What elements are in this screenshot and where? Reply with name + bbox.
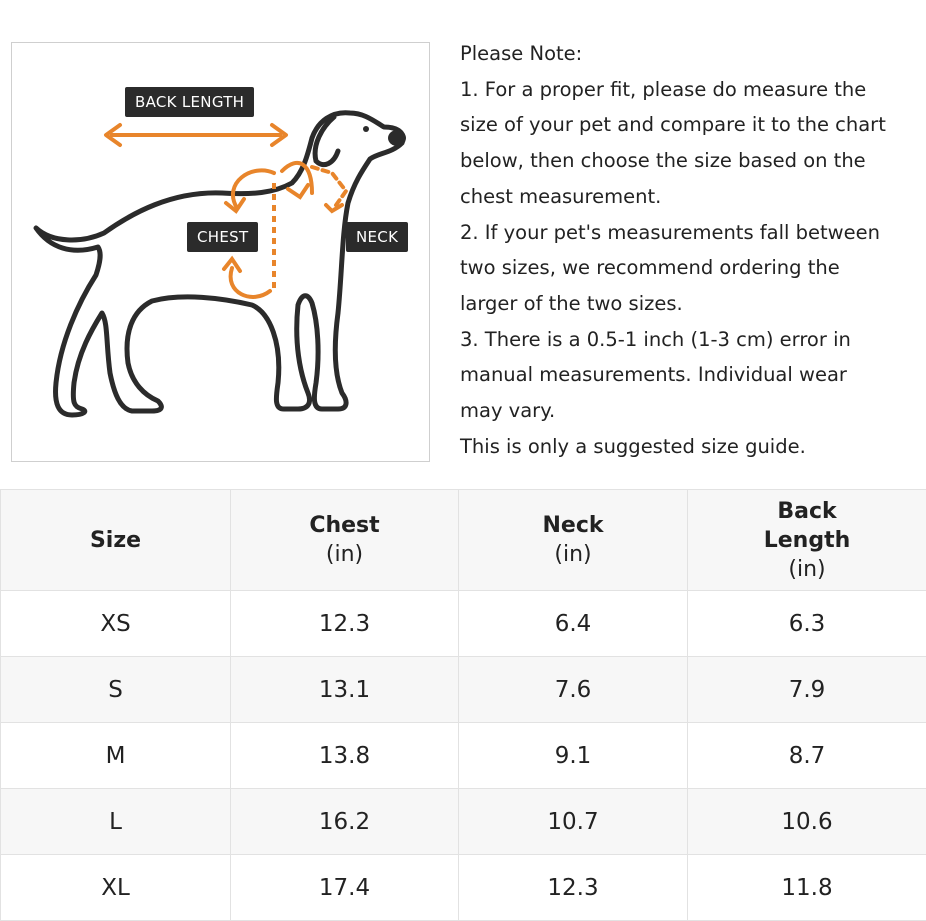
note-item: 1. For a proper fit, please do measure the size of your pet and compare it to the chart below, then choose the size based on the chest measurement. <box>460 72 922 215</box>
chest-cell: 13.8 <box>231 723 459 789</box>
size-cell: L <box>1 789 231 855</box>
column-header: Size <box>1 490 231 591</box>
back-length-cell: 7.9 <box>688 657 926 723</box>
neck-cell: 7.6 <box>459 657 688 723</box>
neck-label: NECK <box>346 222 408 252</box>
table-row <box>1 723 926 789</box>
neck-cell: 9.1 <box>459 723 688 789</box>
size-cell: M <box>1 723 231 789</box>
note-item: 3. There is a 0.5-1 inch (1-3 cm) error in manual measurements. Individual wear may vary. <box>460 322 922 429</box>
size-chart-table <box>0 489 926 921</box>
back-length-cell: 10.6 <box>688 789 926 855</box>
table-row <box>1 855 926 921</box>
note-footer: This is only a suggested size guide. <box>460 429 922 465</box>
chest-label: CHEST <box>187 222 258 252</box>
table-header-row <box>1 490 926 591</box>
size-cell: S <box>1 657 231 723</box>
neck-cell: 12.3 <box>459 855 688 921</box>
column-header: Back Length (in) <box>688 490 926 591</box>
note-heading: Please Note: <box>460 36 922 72</box>
back-length-cell: 11.8 <box>688 855 926 921</box>
measurement-diagram <box>11 42 430 462</box>
dog-outline-icon <box>36 113 403 415</box>
chest-cell: 16.2 <box>231 789 459 855</box>
column-header: Chest (in) <box>231 490 459 591</box>
size-cell: XS <box>1 591 231 657</box>
neck-cell: 6.4 <box>459 591 688 657</box>
back-length-cell: 6.3 <box>688 591 926 657</box>
table-row <box>1 591 926 657</box>
chest-cell: 17.4 <box>231 855 459 921</box>
sizing-note <box>460 36 922 464</box>
note-item: 2. If your pet's measurements fall between two sizes, we recommend ordering the larger of the two sizes. <box>460 215 922 322</box>
table-row <box>1 657 926 723</box>
back-length-label: BACK LENGTH <box>125 87 254 117</box>
back-length-cell: 8.7 <box>688 723 926 789</box>
table-row <box>1 789 926 855</box>
neck-cell: 10.7 <box>459 789 688 855</box>
chest-cell: 12.3 <box>231 591 459 657</box>
chest-cell: 13.1 <box>231 657 459 723</box>
size-cell: XL <box>1 855 231 921</box>
column-header: Neck (in) <box>459 490 688 591</box>
